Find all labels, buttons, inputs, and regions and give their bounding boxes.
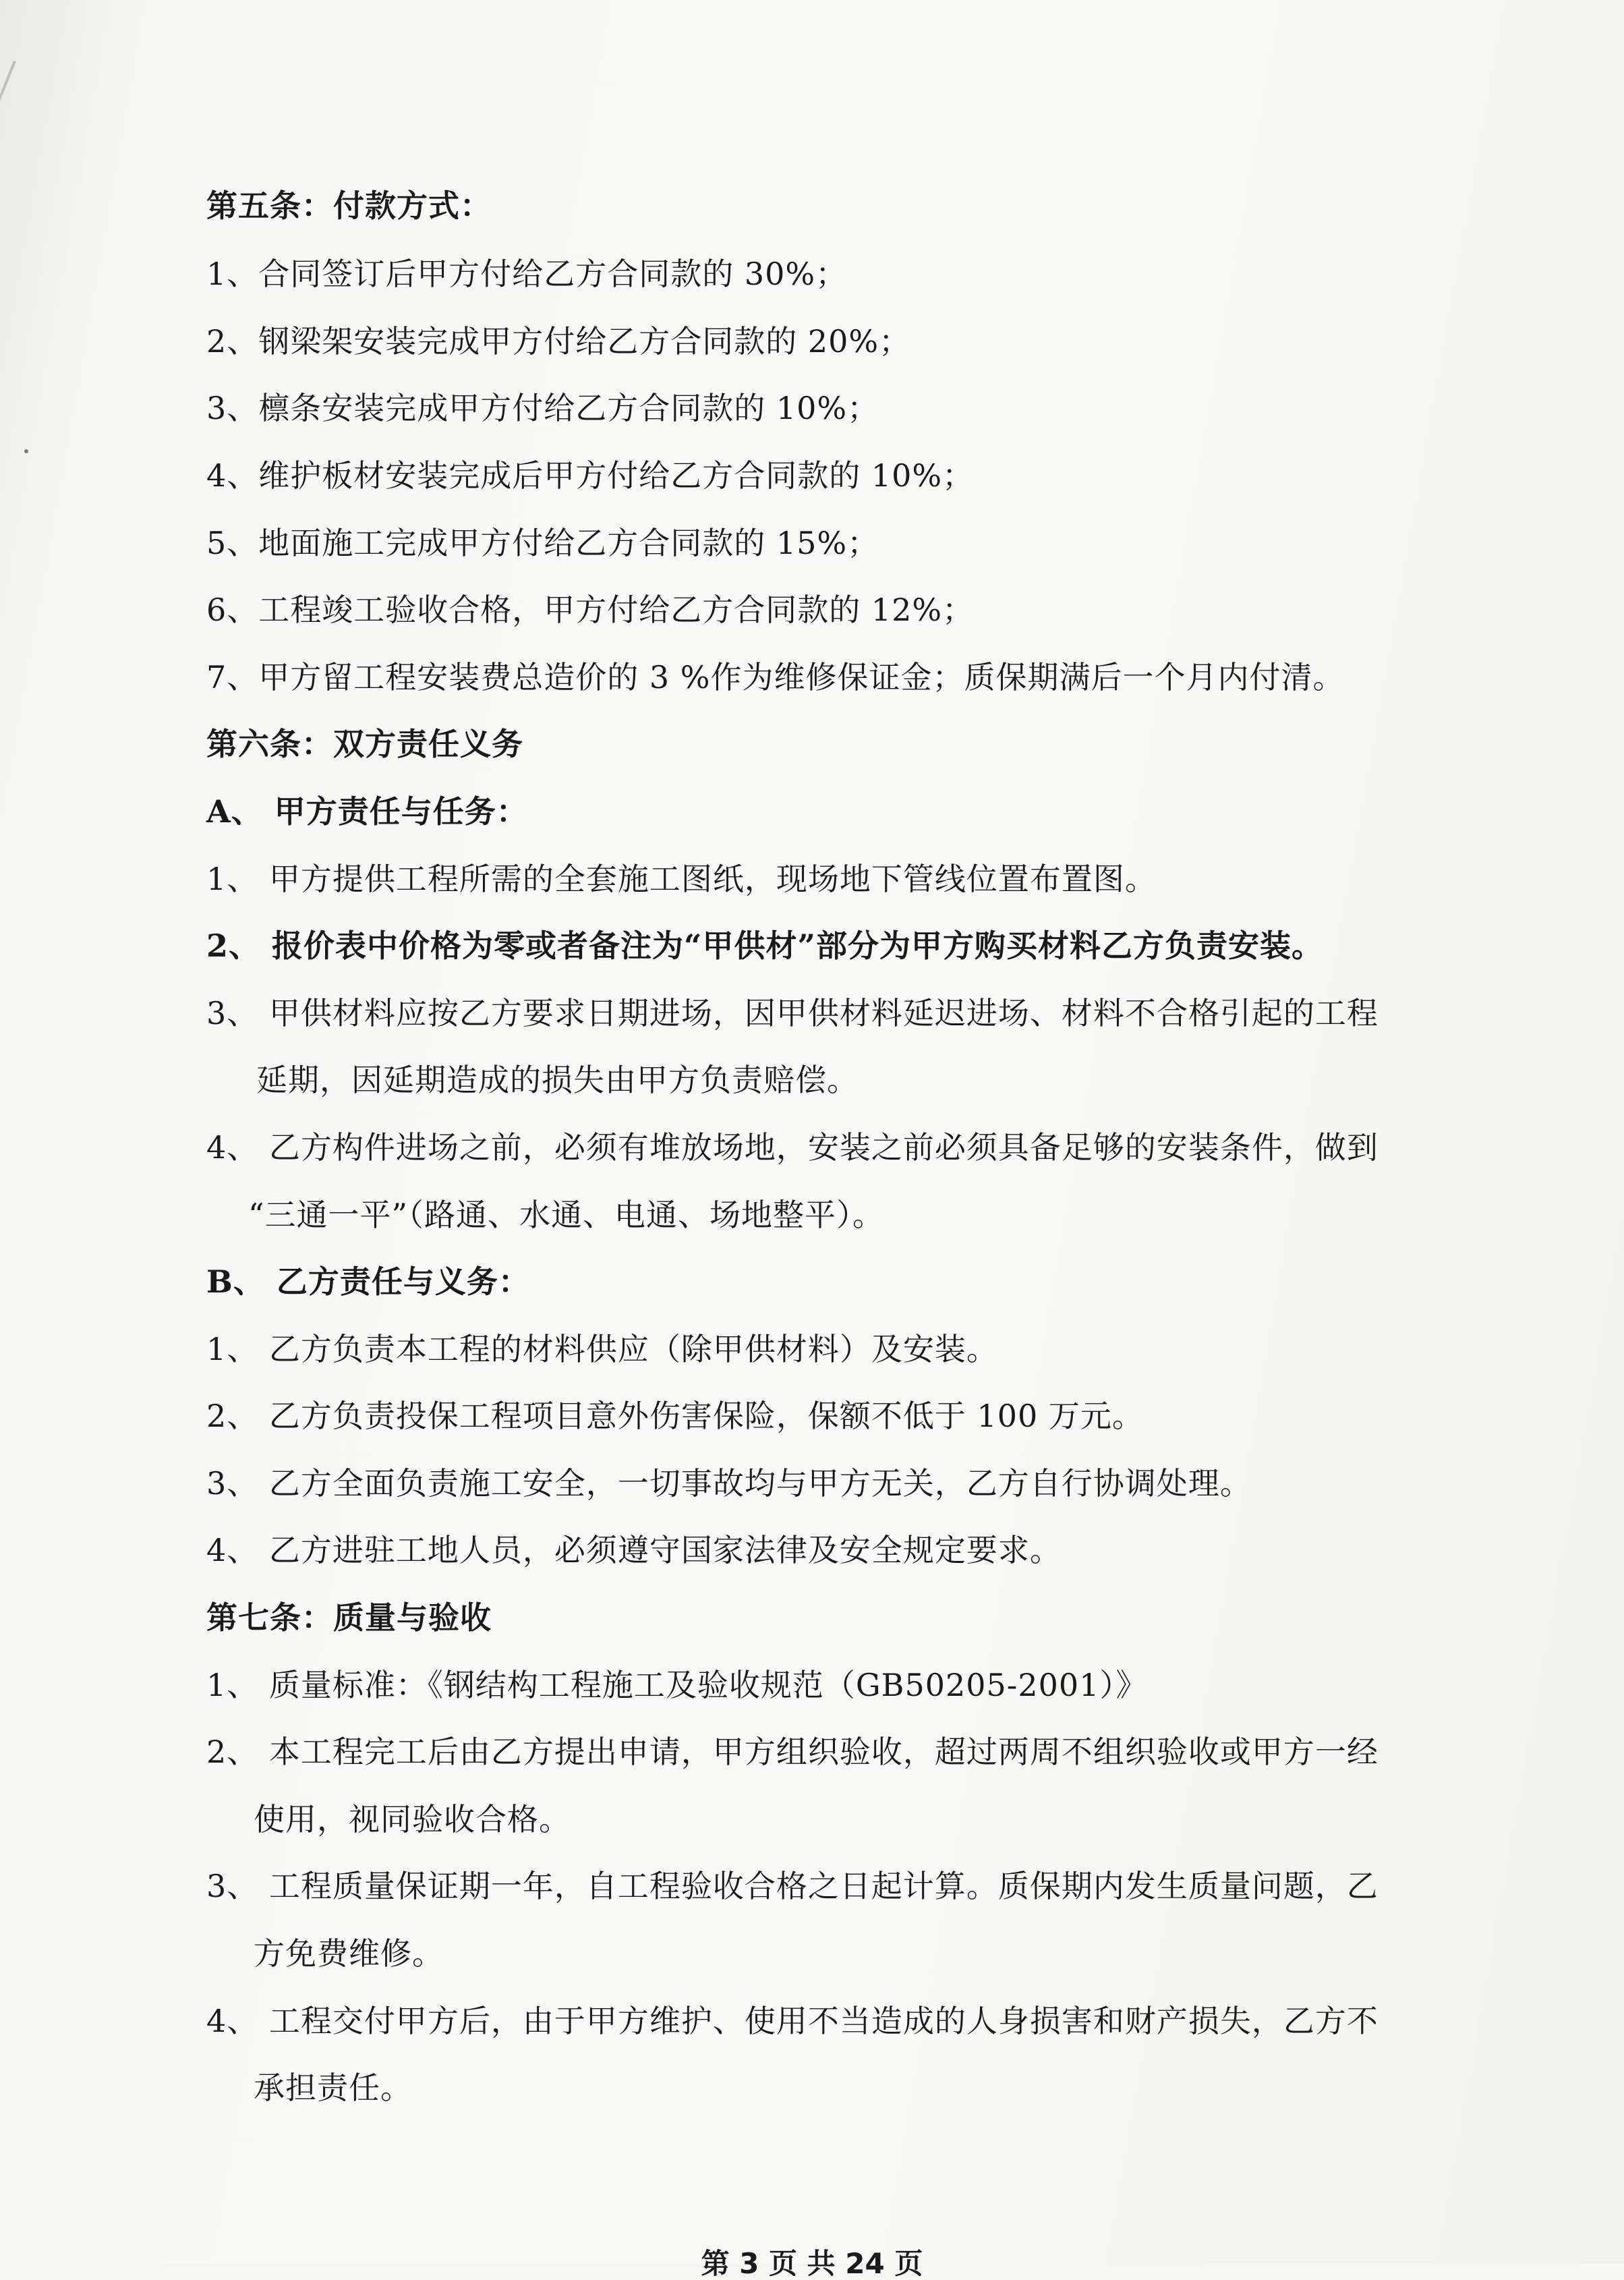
article5-item-7: 7、甲方留工程安装费总造价的 3 %作为维修保证金；质保期满后一个月内付清。 — [206, 659, 1345, 695]
article5-item-3: 3、檩条安装完成甲方付给乙方合同款的 10%； — [206, 390, 879, 426]
article7-heading: 第七条：质量与验收 — [206, 1599, 492, 1636]
article7-item-1: 1、 质量标准：《钢结构工程施工及验收规范（GB50205-2001）》 — [206, 1667, 1148, 1703]
scan-speck — [24, 449, 28, 453]
article5-item-5: 5、地面施工完成甲方付给乙方合同款的 15%； — [206, 525, 879, 561]
article6-partB-item-2: 2、 乙方负责投保工程项目意外伤害保险，保额不低于 100 万元。 — [206, 1398, 1144, 1434]
article5-item-2: 2、钢梁架安装完成甲方付给乙方合同款的 20%； — [206, 323, 911, 360]
article6-partA-item-3-cont: 延期，因延期造成的损失由甲方负责赔偿。 — [256, 1062, 859, 1098]
article5-item-1: 1、合同签订后甲方付给乙方合同款的 30%； — [206, 256, 848, 292]
article7-item-2: 2、 本工程完工后由乙方提出申请，甲方组织验收，超过两周不组织验收或甲方一经 — [206, 1734, 1379, 1770]
page-number-footer: 第 3 页 共 24 页 — [701, 2247, 923, 2280]
article6-partA-item-4: 4、 乙方构件进场之前，必须有堆放场地，安装之前必须具备足够的安装条件，做到 — [206, 1129, 1379, 1166]
article7-item-4-cont: 承担责任。 — [254, 2070, 412, 2106]
article6-partA-item-3: 3、 甲供材料应按乙方要求日期进场，因甲供材料延迟进场、材料不合格引起的工程 — [206, 995, 1379, 1031]
article6-partB-item-4: 4、 乙方进驻工地人员，必须遵守国家法律及安全规定要求。 — [206, 1532, 1062, 1568]
article7-item-2-cont: 使用，视同验收合格。 — [254, 1801, 571, 1837]
article6-partA-item-2: 2、 报价表中价格为零或者备注为“甲供材”部分为甲方购买材料乙方负责安装。 — [206, 928, 1323, 964]
article5-item-6: 6、工程竣工验收合格，甲方付给乙方合同款的 12%； — [206, 592, 975, 628]
article6-partA-heading: A、 甲方责任与任务： — [206, 793, 528, 830]
article5-item-4: 4、维护板材安装完成后甲方付给乙方合同款的 10%； — [206, 457, 975, 494]
article6-partB-item-3: 3、 乙方全面负责施工安全，一切事故均与甲方无关，乙方自行协调处理。 — [206, 1465, 1252, 1502]
article6-partB-item-1: 1、 乙方负责本工程的材料供应（除甲供材料）及安装。 — [206, 1331, 998, 1367]
article6-partA-item-4-cont: “三通一平”（路通、水通、电通、场地整平）。 — [248, 1197, 885, 1233]
article5-heading: 第五条：付款方式： — [206, 188, 492, 224]
article7-item-3-cont: 方免费维修。 — [254, 1935, 444, 1972]
article6-partA-item-1: 1、 甲方提供工程所需的全套施工图纸，现场地下管线位置布置图。 — [206, 861, 1157, 897]
article7-item-3: 3、 工程质量保证期一年，自工程验收合格之日起计算。质保期内发生质量问题，乙 — [206, 1868, 1379, 1904]
article6-heading: 第六条：双方责任义务 — [206, 726, 523, 762]
article6-partB-heading: B、 乙方责任与义务： — [206, 1263, 530, 1300]
article7-item-4: 4、 工程交付甲方后，由于甲方维护、使用不当造成的人身损害和财产损失，乙方不 — [206, 2003, 1379, 2039]
